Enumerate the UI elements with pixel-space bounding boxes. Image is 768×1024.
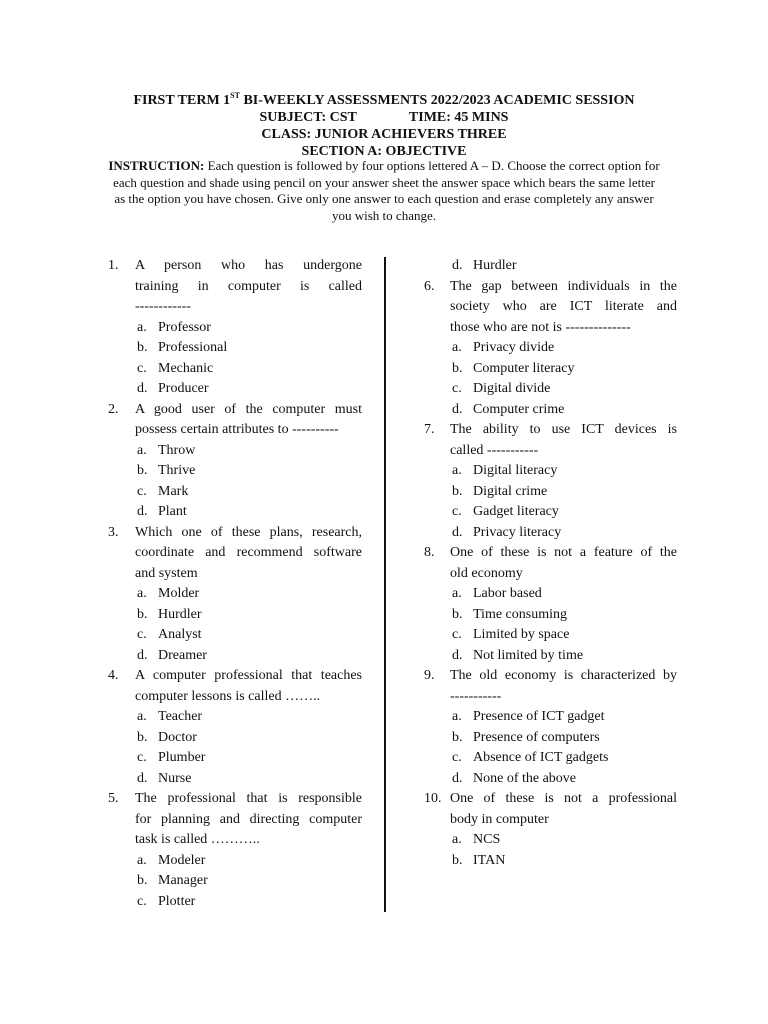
option-item bbox=[108, 892, 362, 913]
option-item bbox=[423, 830, 677, 851]
question-number: 9. bbox=[424, 668, 435, 683]
option-item bbox=[423, 851, 677, 872]
question-line bbox=[108, 564, 362, 585]
option-item bbox=[108, 318, 362, 339]
question-text: The professional that is responsible bbox=[135, 791, 362, 806]
option-item bbox=[108, 502, 362, 523]
option-letter: d. bbox=[452, 401, 463, 417]
option-item bbox=[108, 728, 362, 749]
question-line bbox=[108, 830, 362, 851]
question-text: The ability to use ICT devices is bbox=[450, 422, 677, 437]
assessment-title: FIRST TERM 1ST BI-WEEKLY ASSESSMENTS 2022/2023 ACADEMIC SESSION bbox=[133, 91, 635, 108]
option-letter: a. bbox=[137, 319, 147, 335]
question-text: computer lessons is called …….. bbox=[135, 688, 321, 704]
question-number: 6. bbox=[424, 278, 435, 294]
option-text: Molder bbox=[158, 586, 200, 601]
question-text: The gap between individuals in the bbox=[450, 278, 677, 294]
time-label: TIME: 45 MINS bbox=[408, 110, 509, 125]
option-letter: b. bbox=[137, 463, 148, 478]
question-line bbox=[423, 789, 677, 810]
question-text: ----------- bbox=[450, 688, 502, 704]
question-line bbox=[108, 297, 362, 318]
question-line bbox=[423, 441, 677, 462]
question-text: One of these is not a professional bbox=[450, 791, 677, 806]
question-number: 5. bbox=[108, 791, 119, 806]
option-text: Nurse bbox=[158, 770, 192, 786]
question-text: society who are ICT literate and bbox=[450, 299, 677, 314]
option-item bbox=[108, 379, 362, 400]
option-text: Digital literacy bbox=[473, 463, 558, 478]
option-item bbox=[423, 707, 677, 728]
option-text: ITAN bbox=[473, 852, 506, 868]
question-line bbox=[108, 810, 362, 831]
option-item bbox=[423, 748, 677, 769]
option-letter: a. bbox=[452, 832, 462, 847]
subject-label: SUBJECT: CST bbox=[259, 110, 357, 125]
questions-right-column bbox=[423, 256, 677, 871]
question-text: A good user of the computer must bbox=[135, 401, 362, 417]
option-item bbox=[423, 605, 677, 626]
question-text: possess certain attributes to ---------- bbox=[135, 422, 339, 437]
option-text: Limited by space bbox=[473, 627, 570, 642]
option-letter: c. bbox=[137, 893, 147, 909]
option-letter: b. bbox=[452, 852, 463, 868]
option-item bbox=[108, 707, 362, 728]
option-letter: d. bbox=[137, 504, 148, 519]
option-item bbox=[423, 256, 677, 277]
question-line bbox=[423, 318, 677, 339]
option-text: Presence of ICT gadget bbox=[473, 709, 605, 724]
question-line bbox=[423, 277, 677, 298]
option-text: Producer bbox=[158, 381, 209, 396]
option-letter: b. bbox=[452, 483, 463, 499]
option-text: Time consuming bbox=[473, 606, 567, 622]
question-text: A computer professional that teaches bbox=[135, 668, 362, 683]
option-text: Labor based bbox=[473, 586, 542, 601]
option-text: Digital divide bbox=[473, 381, 551, 396]
option-letter: c. bbox=[452, 381, 462, 396]
question-text: ------------ bbox=[135, 299, 191, 314]
option-text: Gadget literacy bbox=[473, 504, 559, 519]
question-text: body in computer bbox=[450, 811, 549, 827]
section-label: SECTION A: OBJECTIVE bbox=[301, 144, 467, 159]
option-text: Plumber bbox=[158, 750, 206, 765]
option-item bbox=[423, 461, 677, 482]
option-item bbox=[423, 338, 677, 359]
option-text: NCS bbox=[473, 832, 501, 847]
option-letter: a. bbox=[137, 852, 147, 868]
option-letter: d. bbox=[452, 524, 463, 540]
option-letter: a. bbox=[137, 442, 147, 458]
option-item bbox=[423, 625, 677, 646]
question-number: 8. bbox=[424, 545, 435, 560]
document-header bbox=[0, 92, 768, 160]
question-number: 10. bbox=[424, 791, 442, 806]
option-text: Absence of ICT gadgets bbox=[473, 750, 609, 765]
subject-time-line bbox=[0, 109, 768, 126]
option-item bbox=[423, 482, 677, 503]
question-line bbox=[423, 564, 677, 585]
option-letter: d. bbox=[137, 770, 148, 786]
option-letter: c. bbox=[137, 483, 147, 499]
question-number: 7. bbox=[424, 422, 435, 437]
option-item bbox=[423, 728, 677, 749]
question-line bbox=[108, 789, 362, 810]
option-letter: b. bbox=[452, 360, 463, 376]
option-item bbox=[423, 769, 677, 790]
option-item bbox=[108, 769, 362, 790]
question-line bbox=[108, 420, 362, 441]
question-text: The old economy is characterized by bbox=[450, 668, 677, 683]
option-item bbox=[108, 441, 362, 462]
option-item bbox=[108, 625, 362, 646]
option-item bbox=[423, 646, 677, 667]
option-item bbox=[108, 338, 362, 359]
column-divider bbox=[384, 257, 386, 912]
option-letter: c. bbox=[137, 360, 147, 376]
question-line bbox=[423, 810, 677, 831]
question-line bbox=[423, 297, 677, 318]
option-item bbox=[108, 851, 362, 872]
question-line bbox=[423, 687, 677, 708]
option-letter: d. bbox=[137, 381, 148, 396]
option-text: Doctor bbox=[158, 729, 197, 745]
question-text: A person who has undergone bbox=[135, 258, 362, 273]
question-line bbox=[108, 256, 362, 277]
option-text: Not limited by time bbox=[473, 647, 584, 663]
option-letter: d. bbox=[452, 258, 463, 273]
question-number: 4. bbox=[108, 668, 119, 683]
option-letter: c. bbox=[137, 627, 147, 642]
question-number: 2. bbox=[108, 401, 119, 417]
option-item bbox=[108, 584, 362, 605]
question-line bbox=[108, 523, 362, 544]
option-letter: b. bbox=[452, 606, 463, 622]
option-text: Dreamer bbox=[158, 647, 207, 663]
option-item bbox=[423, 400, 677, 421]
option-text: Computer literacy bbox=[473, 360, 575, 376]
option-letter: d. bbox=[137, 647, 148, 663]
question-text: task is called ……….. bbox=[135, 832, 260, 847]
option-text: Teacher bbox=[158, 709, 203, 724]
option-text: Privacy divide bbox=[473, 340, 555, 355]
option-item bbox=[108, 871, 362, 892]
instruction-block: INSTRUCTION: Each question is followed by four options lettered A – D. Choose the correct option for each question and shade using pencil on your answer sheet the answer space which bears the same letter as the option you have chosen. Give only one answer to each question and erase completely any answer you wish to change. bbox=[108, 158, 660, 223]
option-item bbox=[423, 359, 677, 380]
option-text: Mark bbox=[158, 483, 189, 499]
question-line bbox=[108, 687, 362, 708]
question-line bbox=[108, 543, 362, 564]
option-text: Professional bbox=[158, 340, 228, 355]
option-letter: a. bbox=[452, 586, 462, 601]
instruction-label: INSTRUCTION: bbox=[108, 158, 205, 173]
option-item bbox=[423, 502, 677, 523]
question-text: coordinate and recommend software bbox=[135, 545, 362, 560]
option-letter: c. bbox=[452, 750, 462, 765]
question-number: 3. bbox=[108, 524, 119, 540]
question-line bbox=[423, 543, 677, 564]
option-text: Modeler bbox=[158, 852, 206, 868]
option-letter: d. bbox=[452, 647, 463, 663]
option-item bbox=[423, 584, 677, 605]
class-label: CLASS: JUNIOR ACHIEVERS THREE bbox=[261, 127, 507, 142]
option-letter: b. bbox=[137, 340, 148, 355]
option-text: Hurdler bbox=[473, 258, 517, 273]
question-line bbox=[423, 666, 677, 687]
option-letter: c. bbox=[137, 750, 147, 765]
question-line bbox=[108, 666, 362, 687]
option-item bbox=[423, 379, 677, 400]
option-text: Manager bbox=[158, 873, 208, 888]
option-letter: d. bbox=[452, 770, 463, 786]
questions-left-column bbox=[108, 256, 362, 912]
option-letter: a. bbox=[137, 709, 147, 724]
option-letter: a. bbox=[452, 709, 462, 724]
option-text: Presence of computers bbox=[473, 729, 600, 745]
option-text: None of the above bbox=[473, 770, 577, 786]
question-text: One of these is not a feature of the bbox=[450, 545, 677, 560]
question-text: Which one of these plans, research, bbox=[135, 524, 362, 540]
option-text: Professor bbox=[158, 319, 211, 335]
question-text: and system bbox=[135, 565, 198, 581]
option-text: Thrive bbox=[158, 463, 196, 478]
option-text: Plotter bbox=[158, 893, 196, 909]
option-item bbox=[108, 646, 362, 667]
option-text: Throw bbox=[158, 442, 196, 458]
option-text: Privacy literacy bbox=[473, 524, 562, 540]
question-text: for planning and directing computer bbox=[135, 811, 362, 827]
option-item bbox=[108, 748, 362, 769]
option-text: Computer crime bbox=[473, 401, 565, 417]
option-letter: b. bbox=[452, 729, 463, 745]
option-text: Digital crime bbox=[473, 483, 548, 499]
option-letter: a. bbox=[452, 463, 462, 478]
question-text: called ----------- bbox=[450, 442, 539, 458]
question-number: 1. bbox=[108, 258, 119, 273]
option-letter: b. bbox=[137, 729, 148, 745]
question-line bbox=[423, 420, 677, 441]
option-text: Plant bbox=[158, 504, 187, 519]
question-text: old economy bbox=[450, 565, 523, 581]
question-text: those who are not is -------------- bbox=[450, 319, 631, 335]
question-line bbox=[108, 400, 362, 421]
option-item bbox=[108, 482, 362, 503]
option-text: Hurdler bbox=[158, 606, 202, 622]
option-letter: c. bbox=[452, 504, 462, 519]
option-item bbox=[108, 359, 362, 380]
option-text: Analyst bbox=[158, 627, 202, 642]
option-item bbox=[423, 523, 677, 544]
question-text: training in computer is called bbox=[135, 278, 362, 294]
option-letter: b. bbox=[137, 606, 148, 622]
option-letter: a. bbox=[452, 340, 462, 355]
option-text: Mechanic bbox=[158, 360, 214, 376]
option-letter: c. bbox=[452, 627, 462, 642]
option-letter: a. bbox=[137, 586, 147, 601]
option-item bbox=[108, 461, 362, 482]
option-letter: b. bbox=[137, 873, 148, 888]
question-line bbox=[108, 277, 362, 298]
option-item bbox=[108, 605, 362, 626]
